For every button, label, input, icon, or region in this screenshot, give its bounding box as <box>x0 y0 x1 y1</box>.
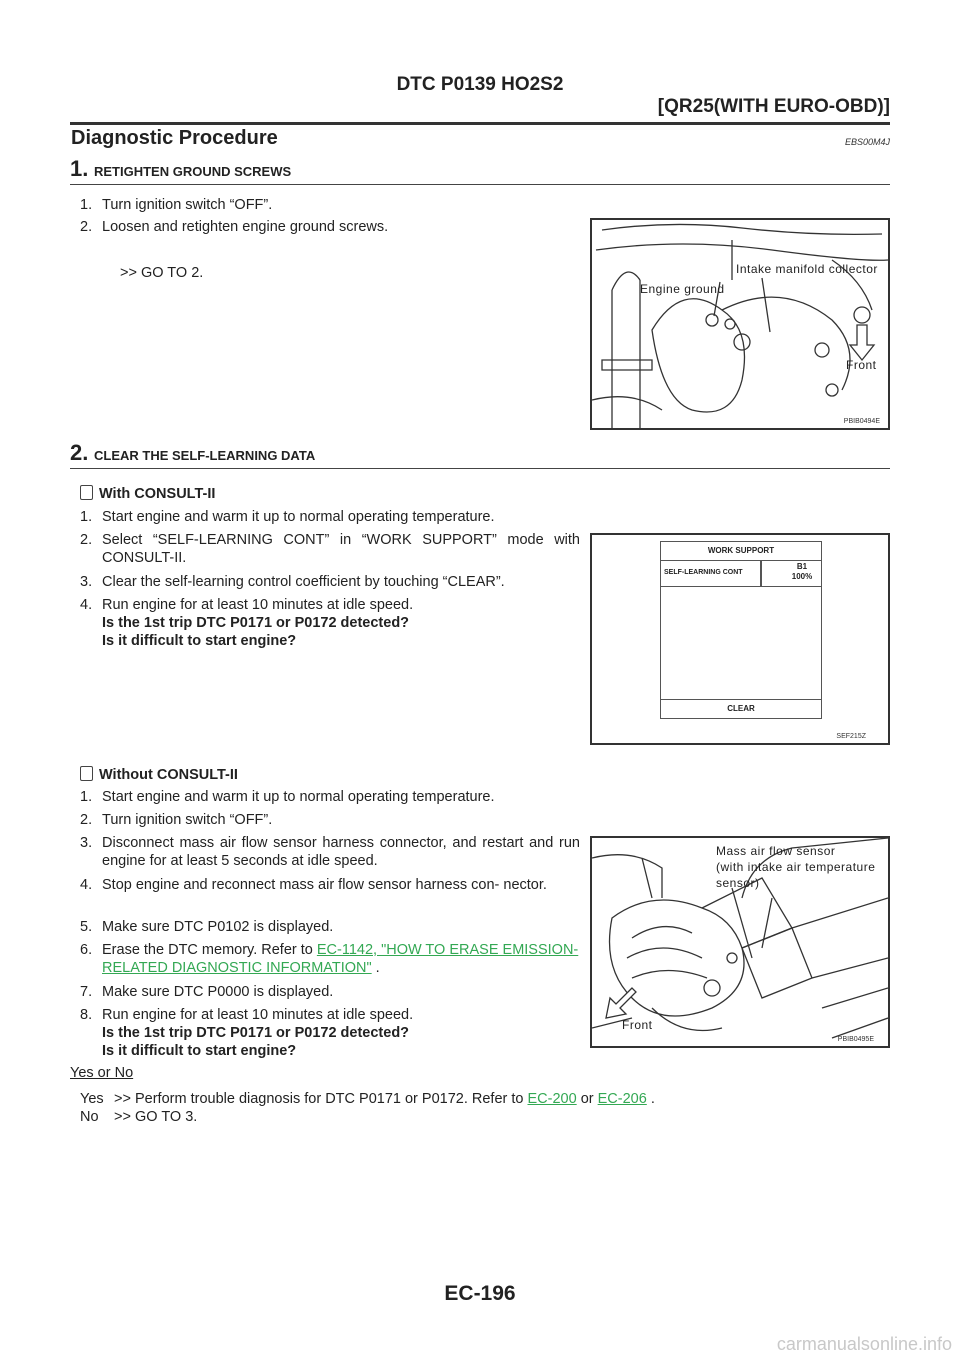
item-text: Clear the self-learning control coefficient by touching “CLEAR”. <box>102 574 505 590</box>
percent-value: 100% <box>791 572 813 581</box>
item-text-post: . <box>371 960 380 976</box>
engine-ground-illustration <box>592 220 888 428</box>
with-consult-label: With CONSULT-II <box>99 486 216 502</box>
question-dtc-detected: Is the 1st trip DTC P0171 or P0172 detected? <box>102 1025 410 1041</box>
item-number: 1. <box>80 789 93 805</box>
step-1-rule <box>70 184 890 185</box>
step-2-title: CLEAR THE SELF-LEARNING DATA <box>93 448 316 463</box>
work-support-row <box>661 560 821 587</box>
item-text: Loosen and retighten engine ground screws. <box>102 219 389 235</box>
no-consult-tool-icon <box>80 766 93 781</box>
list-item <box>80 508 580 526</box>
question-difficult-start: Is it difficult to start engine? <box>102 1043 297 1059</box>
clear-button: CLEAR <box>661 699 821 718</box>
goto-step-2: >> GO TO 2. <box>120 265 204 281</box>
figure-code: PBIB0495E <box>837 1036 874 1043</box>
step-1-number: 1. <box>70 156 89 181</box>
item-number: 3. <box>80 574 93 590</box>
bank-label <box>783 562 821 582</box>
without-consult-heading <box>80 766 238 783</box>
no-label: No <box>80 1109 99 1125</box>
item-number: 4. <box>80 877 93 893</box>
item-number: 4. <box>80 597 93 613</box>
yes-answer <box>80 1090 655 1108</box>
list-item <box>80 531 580 567</box>
item-number: 2. <box>80 219 93 235</box>
item-number: 1. <box>80 509 93 525</box>
item-text-pre: Erase the DTC memory. Refer to <box>102 942 317 958</box>
ec-200-link[interactable]: EC-200 <box>527 1091 577 1107</box>
step-2-number: 2. <box>70 440 89 465</box>
item-text: Start engine and warm it up to normal operating temperature. <box>102 509 495 525</box>
mass-air-flow-figure <box>590 836 890 1048</box>
item-text: Select “SELF-LEARNING CONT” in “WORK SUPPORT” mode with CONSULT-II. <box>102 532 580 566</box>
with-consult-heading <box>80 485 215 502</box>
figure-label: Engine ground <box>640 282 725 296</box>
work-support-screen <box>660 541 822 719</box>
question-dtc-detected: Is the 1st trip DTC P0171 or P0172 detected? <box>102 615 410 631</box>
yes-text-post: . <box>646 1091 655 1107</box>
item-number: 1. <box>80 197 93 213</box>
figure-code: PBIB0494E <box>843 418 880 425</box>
step-1-title: RETIGHTEN GROUND SCREWS <box>93 164 292 179</box>
item-text: Run engine for at least 10 minutes at idle speed. <box>102 1007 414 1023</box>
page-header-title: DTC P0139 HO2S2 <box>396 74 564 95</box>
item-text: Turn ignition switch “OFF”. <box>102 812 273 828</box>
list-item <box>80 596 580 614</box>
work-support-figure <box>590 533 890 745</box>
figure-code: SEF215Z <box>836 733 866 740</box>
step-1-heading <box>70 156 291 182</box>
section-code: EBS00M4J <box>844 137 890 147</box>
list-item <box>80 918 580 936</box>
list-item <box>80 196 580 214</box>
yes-text-mid: or <box>576 1091 598 1107</box>
step-2-heading <box>70 440 315 466</box>
watermark: carmanualsonline.info <box>776 1334 952 1354</box>
item-number: 7. <box>80 984 93 1000</box>
list-item <box>80 876 580 894</box>
figure-label: Front <box>622 1018 653 1032</box>
without-consult-label: Without CONSULT-II <box>99 767 238 783</box>
figure-label: sensor) <box>716 876 760 890</box>
header-rule <box>70 122 890 125</box>
item-text: Run engine for at least 10 minutes at idle speed. <box>102 597 414 613</box>
consult-tool-icon <box>80 485 93 500</box>
figure-label: Front <box>846 358 877 372</box>
list-item <box>80 983 580 1001</box>
question-difficult-start: Is it difficult to start engine? <box>102 633 297 649</box>
ec-206-link[interactable]: EC-206 <box>597 1091 647 1107</box>
list-item <box>80 941 580 977</box>
figure-label: Mass air flow sensor <box>716 844 836 858</box>
item-text: Make sure DTC P0000 is displayed. <box>102 984 334 1000</box>
list-item <box>80 811 580 829</box>
list-item <box>80 788 580 806</box>
yes-text: >> Perform trouble diagnosis for DTC P0171 or P0172. Refer to <box>114 1091 528 1107</box>
item-text: Turn ignition switch “OFF”. <box>102 197 273 213</box>
list-item <box>80 1006 580 1024</box>
list-item <box>80 834 580 870</box>
figure-label: Intake manifold collector <box>736 262 878 276</box>
item-text: Start engine and warm it up to normal operating temperature. <box>102 789 495 805</box>
engine-ground-figure <box>590 218 890 430</box>
item-text <box>102 941 580 977</box>
item-number: 8. <box>80 1007 93 1023</box>
self-learning-item: SELF-LEARNING CONT <box>661 560 761 586</box>
item-number: 3. <box>80 835 93 851</box>
no-answer <box>80 1108 197 1126</box>
page-number: EC-196 <box>444 1282 516 1305</box>
item-text: Make sure DTC P0102 is displayed. <box>102 919 334 935</box>
erase-dtc-link[interactable]: EC-1142, "HOW TO ERASE EMISSION-RELATED DIAGNOSTIC INFORMATION" <box>102 942 579 976</box>
section-title: Diagnostic Procedure <box>71 127 278 149</box>
no-text: >> GO TO 3. <box>114 1109 198 1125</box>
page-header-subtitle: [QR25(WITH EURO-OBD)] <box>657 96 890 117</box>
item-text: Stop engine and reconnect mass air flow sensor harness con- nector. <box>102 877 547 893</box>
figure-label: (with intake air temperature <box>716 860 876 874</box>
list-item <box>80 573 580 591</box>
item-number: 5. <box>80 919 93 935</box>
item-number: 6. <box>80 942 93 958</box>
work-support-title: WORK SUPPORT <box>661 542 821 561</box>
item-text: Disconnect mass air flow sensor harness connector, and restart and run engine for at least 5 seconds at idle speed. <box>102 835 580 869</box>
item-number: 2. <box>80 812 93 828</box>
list-item <box>80 218 580 236</box>
item-number: 2. <box>80 532 93 548</box>
step-2-rule <box>70 468 890 469</box>
bank-value: B1 <box>796 562 808 571</box>
yes-label: Yes <box>80 1091 104 1107</box>
divider <box>761 560 762 586</box>
yes-or-no-heading: Yes or No <box>70 1065 134 1081</box>
